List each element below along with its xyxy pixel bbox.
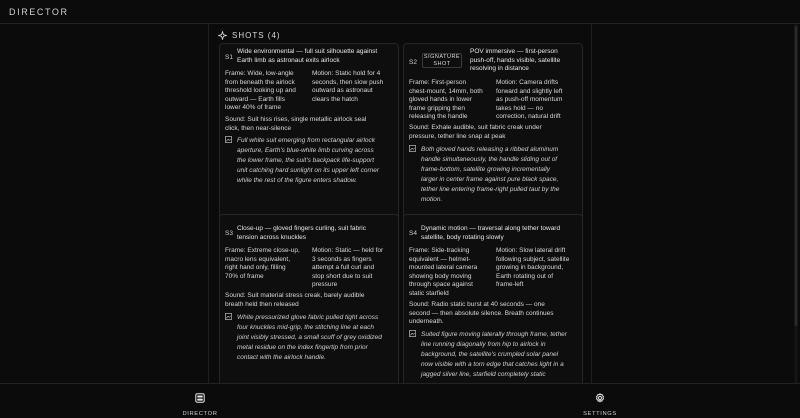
shots-header [218,28,281,42]
shot-frame: Frame: First-person chest-mount, 14mm, both gloved hands in lower frame gripping then releasing the handle [409,79,483,121]
shot-frame: Frame: Wide, low-angle from beneath the airlock threshold looking up and outward — Earth fills lower 40% of frame [225,70,296,112]
image-icon [225,136,232,143]
shot-description: Close-up — gloved fingers curling, suit fabric tension across knuckles [237,225,366,241]
shot-motion: Motion: Static — held for 3 seconds as fingers attempt a full curl and stop short due to suit pressure [312,247,384,289]
shot-sound: Sound: Suit hiss rises, single metallic airlock seal click, then near-silence [225,116,367,132]
sparkle-icon [218,31,227,40]
nav-director-label: DIRECTOR [182,411,218,417]
shot-frame: Frame: Side-tracking equivalent — helmet- mounted lateral camera showing body moving through space against static starfield [409,247,478,297]
shot-card-s4[interactable]: S4 Dynamic motion — traversal along tether toward satellite, body rotating slowly Frame: Side-tracking equivalent — helmet- mounted lateral camera showing body moving through space against static starfield Motion: Slow lateral drift following subject, satellite growing in background, Earth rotating out of frame-left Sound: Radio static burst at 40 seconds — one second — then absolute silence. Breath continues underneath. Suited figure moving laterally through frame, tether line running diagonally from hip to airlock in background, the satellite's crumpled solar panel now visible with a torn edge that catches light in a jagged silver line, starfield completely static [403,214,583,394]
image-icon [409,330,416,337]
shot-number: S3 [225,230,233,237]
shot-card-s3[interactable]: S3 Close-up — gloved fingers curling, suit fabric tension across knuckles Frame: Extreme close-up, macro lens equivalent, right hand only, filling 70% of frame Motion: Static — held for 3 seconds as fingers attempt a full curl and stop short due to suit pressure Sound: Suit material stress creak, barely audible breath held then released White pressurized glove fabric pulled tight across four knuckles mid-grip, the stitching line at each joint visibly stressed, a small scuff of grey oxidized metal residue on the index fingertip from prior contact with the airlock handle. [219,214,399,394]
image-icon [225,313,232,320]
shot-description: Wide environmental — full suit silhouette against Earth limb as astronaut exits airlock [237,48,378,64]
shot-sound: Sound: Radio static burst at 40 seconds — one second — then absolute silence. Breath continues underneath. [409,301,554,326]
shot-frame: Frame: Extreme close-up, macro lens equivalent, right hand only, filling 70% of frame [225,247,300,280]
shots-header-label: SHOTS (4) [232,30,281,40]
shot-description: POV immersive — first-person push-off, hands visible, satellite resolving in distance [470,48,561,73]
shot-motion: Motion: Static hold for 4 seconds, then slow push outward as astronaut clears the hatch [312,70,384,103]
signature-shot-badge: SIGNATURE SHOT [423,54,461,67]
scrollbar[interactable] [794,24,798,383]
image-icon [409,145,416,152]
top-bar [0,0,800,24]
shot-card-s2[interactable]: S2 SIGNATURE SHOT POV immersive — first-person push-off, hands visible, satellite resolving in distance Frame: First-person chest-mount, 14mm, both gloved hands in lower frame gripping then releasing the handle Motion: Camera drifts forward and slightly left as push-off momentum takes hold — no correction, natural drift Sound: Exhale audible, suit fabric creak under pressure, tether line snap at peak Both gloved hands releasing a ribbed aluminum handle simultaneously, the handle sliding out of frame-bottom, satellite growing incrementally larger in center frame against pure black space, tether line entering frame-right pulled taut by the motion. [403,43,583,236]
bottom-nav [0,383,800,418]
shot-number: S4 [409,230,417,237]
shot-card-s1[interactable]: S1 Wide environmental — full suit silhouette against Earth limb as astronaut exits airlock Frame: Wide, low-angle from beneath the airlock threshold looking up and outward — Earth fills lower 40% of frame Motion: Static hold for 4 seconds, then slow push outward as astronaut clears the hatch Sound: Suit hiss rises, single metallic airlock seal click, then near-silence Full white suit emerging from rectangular airlock aperture, Earth's blue-white limb curving across the lower frame, the suit's backpack life-support unit catching hard sunlight on its upper left corner while the rest of the figure enters shadow. [219,43,399,236]
shot-sound: Sound: Exhale audible, suit fabric creak under pressure, tether line snap at peak [409,124,542,140]
app-title: DIRECTOR [9,7,69,17]
shot-motion: Motion: Slow lateral drift following subject, satellite growing in background, Earth rotating out of frame-left [496,247,570,289]
shot-description: Dynamic motion — traversal along tether toward satellite, body rotating slowly [421,225,561,241]
shot-sound: Sound: Suit material stress creak, barely audible breath held then released [225,292,365,308]
shots-panel [208,24,592,384]
nav-settings-button[interactable] [570,390,630,417]
shot-number: S1 [225,54,233,61]
nav-director-button[interactable] [170,390,230,417]
gear-icon [595,393,605,403]
shot-motion: Motion: Camera drifts forward and slightly left as push-off momentum takes hold — no correction, natural drift [496,79,563,121]
film-icon [195,393,205,403]
nav-settings-label: SETTINGS [583,411,617,417]
shot-number: S2 [409,59,417,66]
